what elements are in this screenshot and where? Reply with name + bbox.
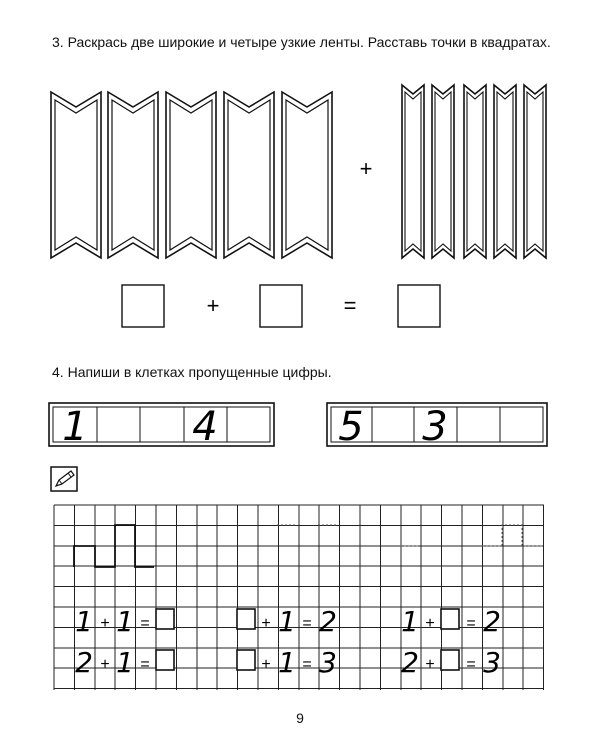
equation-equals-sign: =: [343, 293, 357, 318]
eq3-op: +: [425, 615, 435, 632]
strip1-cell-1[interactable]: 1: [62, 404, 88, 450]
strip1-cell-4[interactable]: 4: [192, 404, 218, 450]
wide-ribbon[interactable]: [108, 92, 158, 258]
answer-box[interactable]: [122, 285, 164, 327]
eq6-c: 3: [483, 646, 501, 679]
strip-digits: [62, 404, 447, 450]
grid-pattern-continuation: [277, 525, 542, 546]
eq4-b: 1: [116, 646, 134, 679]
dots-equation: [122, 285, 440, 327]
eq3-eq: =: [466, 615, 476, 632]
eq1-op: +: [100, 615, 110, 632]
eq5-op: +: [261, 656, 271, 673]
eq3-a: 1: [401, 605, 419, 638]
wide-ribbons: [51, 92, 332, 258]
narrow-ribbons: [402, 85, 546, 258]
eq2-b: 1: [278, 605, 296, 638]
eq4-eq: =: [140, 656, 150, 673]
eq6-eq: =: [466, 656, 476, 673]
eq1-eq: =: [140, 615, 150, 632]
eq1-answer-box[interactable]: [156, 609, 174, 629]
answer-box[interactable]: [260, 285, 302, 327]
eq1-a: 1: [75, 605, 93, 638]
task-4-text: Напиши в клетках пропущенные цифры.: [67, 364, 332, 380]
eq2-op: +: [261, 615, 271, 632]
eq4-op: +: [100, 656, 110, 673]
wide-ribbon[interactable]: [224, 92, 274, 258]
eq5-answer-box[interactable]: [237, 650, 255, 670]
eq2-eq: =: [302, 615, 312, 632]
task-3-text: Раскрась две широкие и четыре узкие ленты. Расставь точки в квадратах.: [67, 34, 551, 50]
eq6-a: 2: [401, 646, 419, 679]
ribbons-plus-sign: +: [359, 156, 373, 181]
eq4-a: 2: [75, 646, 93, 679]
pencil-icon: [51, 467, 77, 491]
eq3-answer-box[interactable]: [441, 609, 459, 629]
strip2-cell-1[interactable]: 5: [338, 404, 364, 450]
eq3-c: 2: [483, 605, 501, 638]
eq2-answer-box[interactable]: [237, 609, 255, 629]
eq5-c: 3: [319, 646, 337, 679]
eq5-b: 1: [278, 646, 296, 679]
strip2-cell-3[interactable]: 3: [422, 404, 448, 450]
wide-ribbon[interactable]: [166, 92, 216, 258]
eq5-eq: =: [302, 656, 312, 673]
eq4-answer-box[interactable]: [156, 650, 174, 670]
answer-box[interactable]: [398, 285, 440, 327]
eq6-op: +: [425, 656, 435, 673]
wide-ribbon[interactable]: [282, 92, 332, 258]
wide-ribbon[interactable]: [51, 92, 101, 258]
eq2-c: 2: [319, 605, 337, 638]
task-3-number: 3.: [52, 34, 64, 50]
equation-plus-sign: +: [206, 293, 220, 318]
eq1-b: 1: [116, 605, 134, 638]
eq6-answer-box[interactable]: [441, 650, 459, 670]
page-number: 9: [296, 710, 304, 726]
task-4-number: 4.: [52, 364, 64, 380]
